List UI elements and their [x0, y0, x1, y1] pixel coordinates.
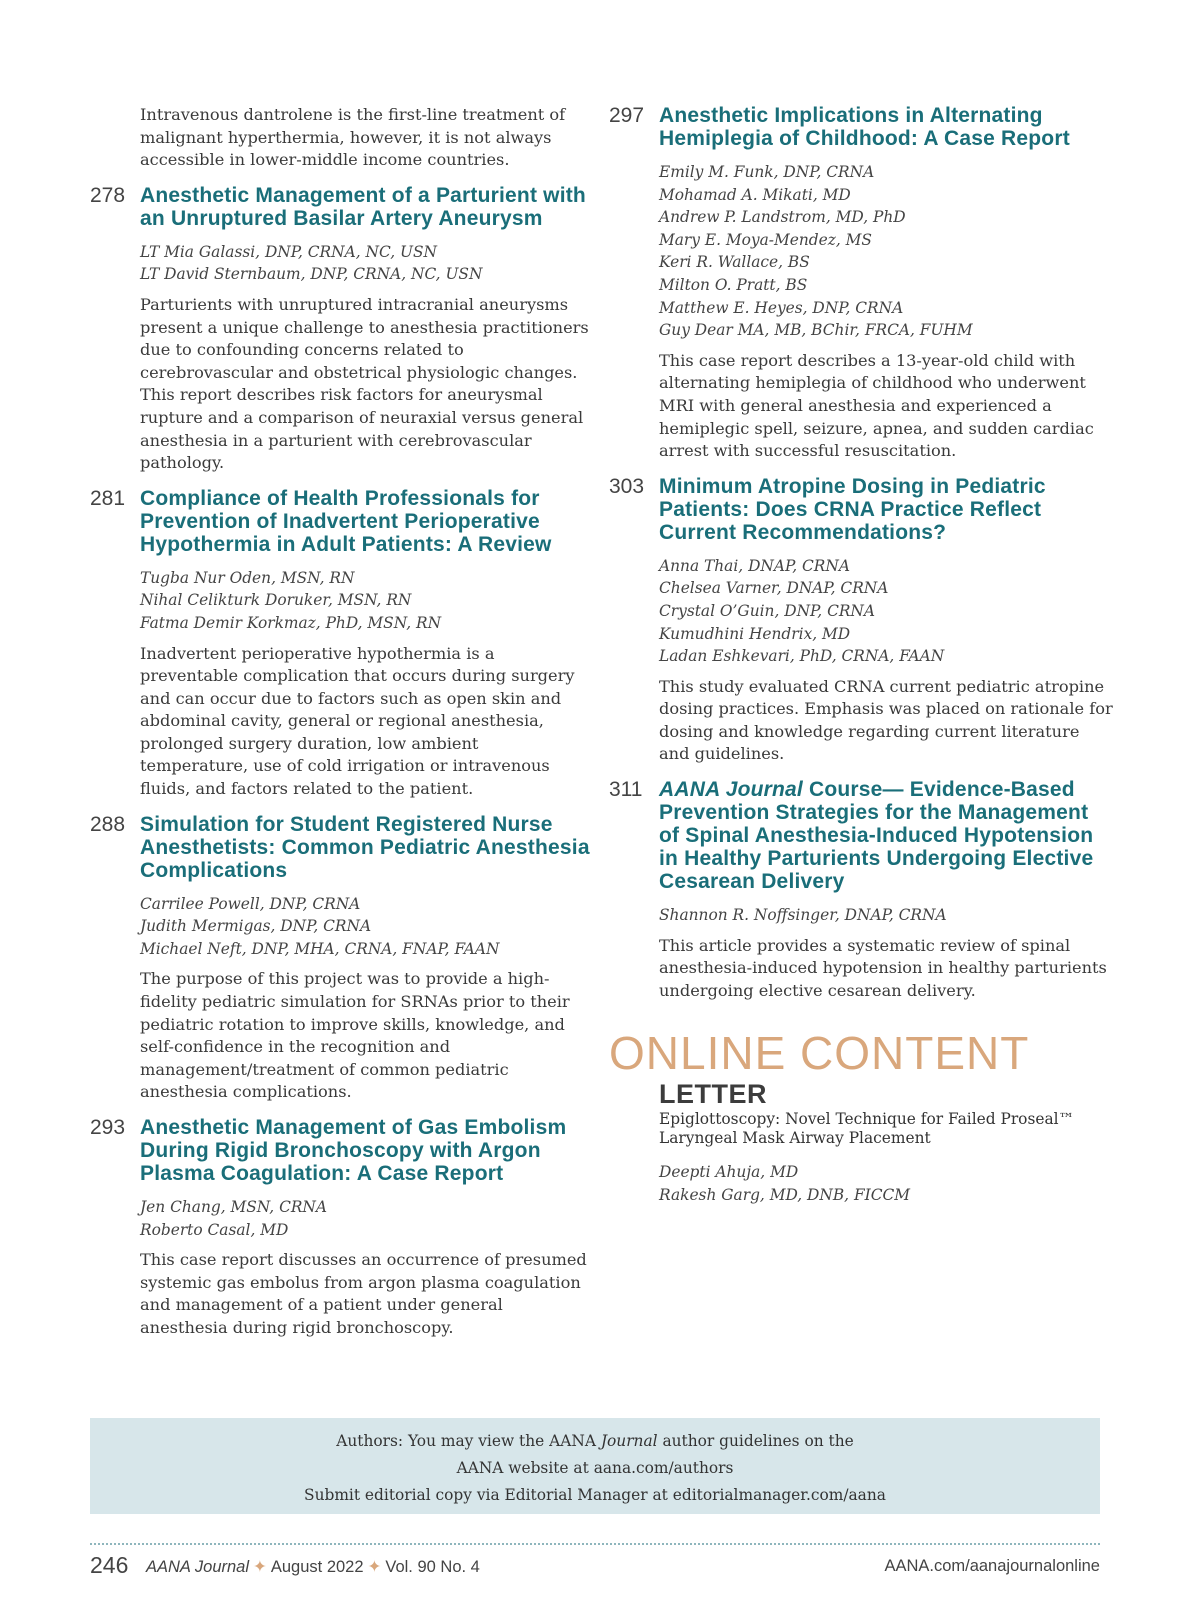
entry-title-rest: Course— Evidence-Based Prevention Strategies for the Management of Spinal Anesthesia-Induced Hypotension in Healthy Parturients Undergoing Elective Cesarean Delivery — [659, 778, 1094, 894]
author-name: Jen Chang, MSN, CRNA — [140, 1198, 328, 1216]
author-name: Crystal O’Guin, DNP, CRNA — [659, 601, 876, 620]
author-name: Mary E. Moya-Mendez, MS — [659, 230, 872, 249]
author-name: Judith Mermigas, DNP, CRNA — [140, 917, 372, 936]
notice-text: author guidelines on the — [657, 1432, 854, 1450]
left-column — [90, 104, 590, 1352]
author-name: Andrew P. Landstrom, MD, PhD — [659, 208, 906, 227]
letter-authors — [659, 1161, 1114, 1206]
author-name: Chelsea Varner, DNAP, CRNA — [659, 579, 889, 598]
online-content-heading: ONLINE CONTENT — [609, 1027, 1030, 1080]
entry-abstract: This case report describes a 13-year-old child with alternating hemiplegia of childhood who underwent MRI with general anesthesia and experienced a hemiplegic spell, seizure, apnea, and sudden cardiac arrest with successful resuscitation. — [659, 350, 1094, 461]
author-name: Guy Dear MA, MB, BChir, FRCA, FUHM — [659, 321, 973, 340]
entry-authors — [140, 241, 590, 286]
toc-entry — [90, 184, 590, 475]
author-name: Kumudhini Hendrix, MD — [659, 624, 851, 643]
entry-abstract: Inadvertent perioperative hypothermia is a preventable complication that occurs during surgery and can occur due to factors such as open skin and abdominal cavity, general or regional anesthesia, prolonged surgery duration, low ambient temperature, use of cold irrigation or intravenous fluids, and factors related to the patient. — [140, 643, 575, 799]
entry-abstract: Parturients with unruptured intracranial aneurysms present a unique challenge to anesthesia practitioners due to confounding concerns related to cerebrovascular and obstetrical physiologic changes. This report describes risk factors for aneurysmal rupture and a comparison of neuraxial versus general anesthesia in a parturient with cerebrovascular pathology. — [140, 294, 589, 473]
author-name: Ladan Eshkevari, PhD, CRNA, FAAN — [659, 647, 945, 666]
toc-entry — [90, 487, 590, 801]
entry-authors — [659, 161, 1114, 342]
author-name: Emily M. Funk, DNP, CRNA — [659, 163, 875, 181]
author-name: Michael Neft, DNP, MHA, CRNA, FNAP, FAAN — [140, 939, 500, 958]
author-name: Rakesh Garg, MD, DNB, FICCM — [659, 1186, 911, 1205]
entry-abstract: This case report discusses an occurrence of presumed systemic gas embolus from argon plasma coagulation and management of a patient under general anesthesia during rigid bronchoscopy. — [140, 1250, 587, 1337]
toc-entry — [609, 778, 1114, 1002]
entry-authors — [659, 555, 1114, 668]
author-guidelines-notice — [90, 1418, 1100, 1514]
notice-journal-italic: Journal — [600, 1432, 658, 1450]
author-name: Fatma Demir Korkmaz, PhD, MSN, RN — [140, 613, 442, 632]
entry-authors — [140, 567, 590, 635]
entry-authors — [140, 893, 590, 961]
author-name: Tugba Nur Oden, MSN, RN — [140, 568, 355, 587]
footer-journal-name: AANA Journal — [146, 1558, 250, 1576]
notice-line-3[interactable]: Submit editorial copy via Editorial Manager at editorialmanager.com/aana — [304, 1486, 886, 1504]
author-name: LT David Sternbaum, DNP, CRNA, NC, USN — [140, 265, 483, 284]
notice-text: Authors: You may view the AANA — [336, 1432, 601, 1450]
entry-page-number: 297 — [609, 104, 645, 127]
entry-abstract: This article provides a systematic review of spinal anesthesia-induced hypotension in healthy parturients undergoing elective cesarean delivery. — [659, 935, 1107, 1000]
entry-page-number: 303 — [609, 474, 645, 498]
author-name: Mohamad A. Mikati, MD — [659, 185, 851, 204]
entry-page-number: 288 — [90, 812, 126, 836]
footer-journal-info — [146, 1557, 480, 1577]
entry-title-link[interactable]: Anesthetic Management of a Parturient with an Unruptured Basilar Artery Aneurysm — [140, 183, 586, 230]
author-name: LT Mia Galassi, DNP, CRNA, NC, USN — [140, 242, 437, 261]
footer-issue-date: August 2022 — [270, 1558, 364, 1576]
author-name: Carrilee Powell, DNP, CRNA — [140, 894, 361, 913]
letter-section — [659, 1080, 1114, 1206]
toc-entry — [609, 475, 1114, 766]
letter-title-link[interactable]: Epiglottoscopy: Novel Technique for Failed Proseal™ Laryngeal Mask Airway Placement — [659, 1110, 1074, 1148]
entry-abstract: This study evaluated CRNA current pediatric atropine dosing practices. Emphasis was placed on rationale for dosing and knowledge regarding current literature and guidelines. — [659, 676, 1113, 764]
intro-abstract: Intravenous dantrolene is the first-line treatment of malignant hyperthermia, however, it is not always accessible in lower-middle income countries. — [140, 105, 566, 170]
notice-line-2[interactable]: AANA website at aana.com/authors — [456, 1459, 734, 1477]
letter-label: LETTER — [659, 1079, 767, 1110]
diamond-separator-icon: ✦ — [253, 1558, 267, 1576]
author-name: Roberto Casal, MD — [140, 1220, 289, 1239]
author-name: Matthew E. Heyes, DNP, CRNA — [659, 298, 904, 317]
entry-title-link[interactable]: Anesthetic Management of Gas Embolism During Rigid Bronchoscopy with Argon Plasma Coagulation: A Case Report — [140, 1116, 567, 1185]
journal-name-italic: AANA Journal — [659, 778, 803, 802]
toc-entry — [90, 1116, 590, 1340]
diamond-separator-icon: ✦ — [367, 1558, 382, 1576]
entry-authors — [659, 904, 1114, 927]
entry-page-number: 293 — [90, 1116, 126, 1139]
author-name: Keri R. Wallace, BS — [659, 253, 810, 272]
entry-title-link[interactable]: Minimum Atropine Dosing in Pediatric Patients: Does CRNA Practice Reflect Current Recommendations? — [659, 474, 1046, 544]
entry-page-number: 311 — [609, 778, 643, 802]
entry-title-link[interactable] — [659, 778, 1114, 893]
right-column — [609, 104, 1114, 1207]
footer-page-number: 246 — [90, 1552, 129, 1578]
notice-line-1 — [90, 1428, 1100, 1455]
author-name: Nihal Celikturk Doruker, MSN, RN — [140, 591, 412, 610]
author-name: Deepti Ahuja, MD — [659, 1163, 799, 1182]
page-footer — [90, 1552, 1100, 1582]
author-name: Shannon R. Noffsinger, DNAP, CRNA — [659, 906, 947, 925]
author-name: Milton O. Pratt, BS — [659, 275, 808, 294]
toc-entry — [90, 813, 590, 1104]
entry-page-number: 278 — [90, 183, 126, 207]
author-name: Anna Thai, DNAP, CRNA — [659, 556, 850, 575]
entry-authors — [140, 1196, 590, 1241]
footer-divider — [90, 1543, 1100, 1545]
entry-abstract: The purpose of this project was to provide a high-fidelity pediatric simulation for SRNAs prior to their pediatric rotation to improve skills, knowledge, and self-confidence in the recognition and management/treatment of common pediatric anesthesia complications. — [140, 969, 570, 1102]
entry-title-link[interactable]: Anesthetic Implications in Alternating Hemiplegia of Childhood: A Case Report — [659, 104, 1070, 150]
toc-entry — [609, 104, 1114, 463]
footer-url-link[interactable]: AANA.com/aanajournalonline — [884, 1557, 1100, 1575]
footer-volume: Vol. 90 No. 4 — [385, 1558, 480, 1576]
entry-title-link[interactable]: Compliance of Health Professionals for Prevention of Inadvertent Perioperative Hypothermia in Adult Patients: A Review — [140, 486, 552, 556]
entry-page-number: 281 — [90, 486, 126, 510]
entry-title-link[interactable]: Simulation for Student Registered Nurse Anesthetists: Common Pediatric Anesthesia Complications — [140, 812, 590, 882]
